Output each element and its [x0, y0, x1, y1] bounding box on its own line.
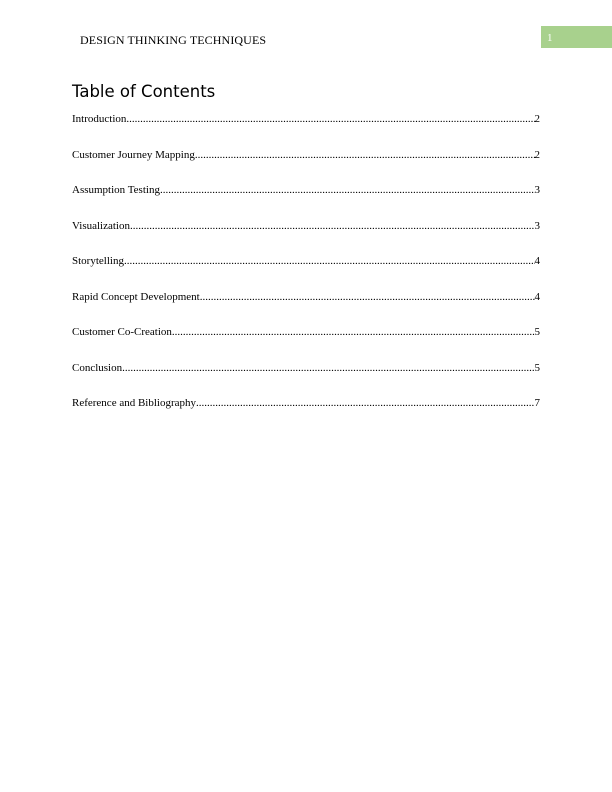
toc-dot-leader [130, 219, 535, 233]
toc-entry-customer-journey-mapping[interactable] [72, 148, 540, 184]
toc-entry-visualization[interactable] [72, 219, 540, 255]
toc-entry-page-number: 3 [534, 184, 540, 196]
toc-entry-label: Visualization [72, 219, 130, 232]
toc-entry-label: Reference and Bibliography [72, 397, 197, 409]
toc-entry-label: Conclusion [72, 361, 123, 374]
toc-entry-label: Introduction [72, 113, 127, 125]
toc-entry-page-number: 2 [534, 148, 540, 161]
toc-entry-page-number: 4 [534, 255, 540, 267]
toc-entry-label: Customer Co-Creation [72, 326, 172, 338]
toc-dot-leader [122, 361, 534, 375]
toc-dot-leader [195, 148, 535, 162]
toc-dot-leader [172, 325, 535, 339]
toc-entry-label: Storytelling [72, 255, 124, 267]
toc-entry-reference-and-bibliography[interactable] [72, 396, 540, 432]
toc-entry-rapid-concept-development[interactable] [72, 290, 540, 326]
toc-entry-page-number: 4 [534, 290, 540, 303]
toc-entry-introduction[interactable] [72, 112, 540, 148]
toc-dot-leader [124, 254, 535, 268]
toc-entry-page-number: 5 [534, 361, 540, 374]
toc-dot-leader [200, 290, 535, 304]
toc-dot-leader [196, 396, 534, 410]
page-number-box [541, 26, 612, 48]
toc-entry-customer-co-creation[interactable] [72, 325, 540, 361]
toc-entry-conclusion[interactable] [72, 361, 540, 397]
page-number: 1 [547, 32, 553, 44]
toc-list [72, 112, 540, 432]
toc-dot-leader [160, 183, 535, 197]
running-head: DESIGN THINKING TECHNIQUES [80, 33, 267, 47]
toc-entry-label: Customer Journey Mapping [72, 148, 195, 161]
toc-entry-page-number: 7 [534, 397, 540, 409]
toc-entry-label: Assumption Testing [72, 184, 160, 196]
toc-entry-page-number: 5 [534, 326, 540, 338]
toc-entry-assumption-testing[interactable] [72, 183, 540, 219]
toc-dot-leader [126, 112, 534, 126]
toc-entry-label: Rapid Concept Development [72, 290, 200, 303]
toc-entry-storytelling[interactable] [72, 254, 540, 290]
toc-entry-page-number: 3 [534, 219, 540, 232]
toc-title: Table of Contents [72, 82, 216, 101]
toc-entry-page-number: 2 [534, 113, 540, 125]
